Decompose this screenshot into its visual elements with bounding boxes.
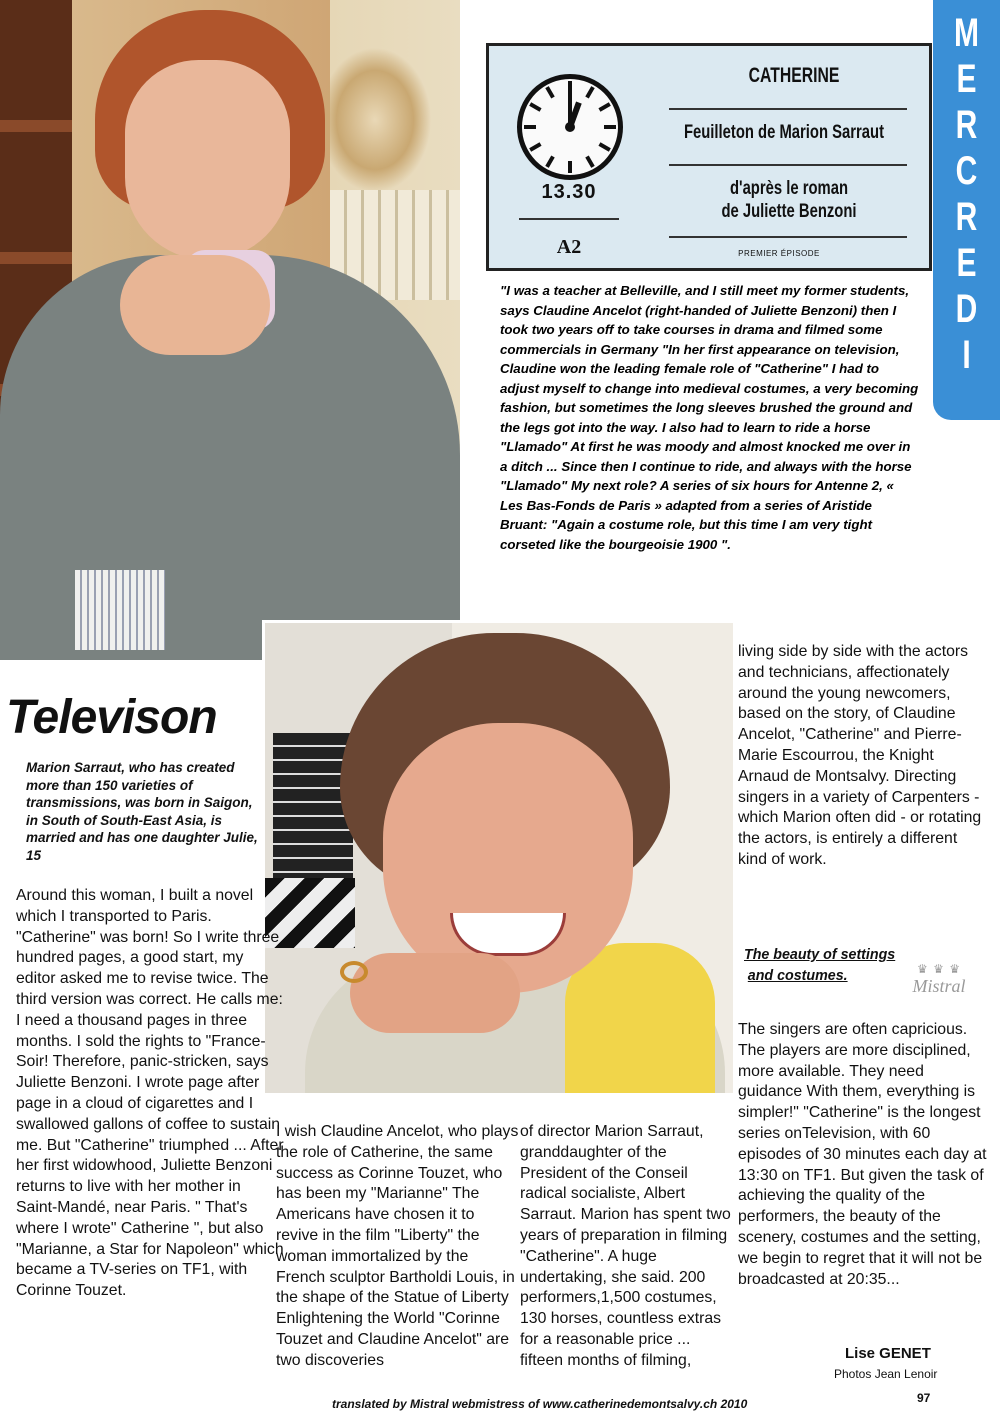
photo-marion-sarraut [262,620,736,1096]
program-title: CATHERINE [748,64,840,87]
tv-listing-box [486,43,932,271]
article-column-1: Around this woman, I built a novel which I transported to Paris. "Catherine" was born! So I write three hundred pages, a good start, my editor asked me to revise twice. The third version was correct. He calls me: I need a thousand pages in three months. I sold the rights to "France-Soir! Therefore, panic-stricken, says Juliette Benzoni. I wrote page after page in a cloud of cigarettes and I swallowed gallons of coffee to sustain me. But "Catherine" triumphed ... After her first widowhood, Juliette Benzoni returns to live with her mother in Saint-Mandé, near Paris. " That's where I wrote" Catherine ", but also "Marianne, a Star for Napoleon" which became a TV-series on TF1, with Corinne Touzet. [16,887,284,1300]
broadcast-channel: A2 [556,236,582,258]
day-tab-label: M E R C R E D I [953,11,979,377]
page-number: 97 [917,1391,931,1405]
article-column-3: of director Marion Sarraut, granddaughter of the President of the Conseil radical socialiste, Albert Sarraut. Marion has spent two years of preparation in filming "Catherine". A huge undertaking, she said. 200 performers,1,500 costumes, 130 horses, countless extras for a reasonable price ... fifteen months of filming, [520,1123,731,1369]
interview-quote: "I was a teacher at Belleville, and I still meet my former students, says Claudine Ancelot (right-handed of Juliette Benzoni) then I took two years off to take courses in drama and filmed some commercials in Germany "In her first appearance on television, Claudine won the leading female role of "Catherine" I had to adjust myself to change into medieval costumes, a very becoming fashion, but sometimes the long sleeves brushed the ground and the legs got into the way. I also had to learn to ride a horse "Llamado" At first he was moody and almost knocked me over in a ditch ... Since then I continue to ride, and always with the horse "Llamado" My next role? A series of six hours for Antenne 2, « Les Bas-Fonds de Paris » adapted from a series of Aristide Bruant: "Again a costume role, but this time I am very tight corseted like the bourgeoisie 1900 ". [500,283,919,552]
episode-label: PREMIER ÉPISODE [738,249,820,258]
intro-paragraph: Marion Sarraut, who has created more than 150 varieties of transmissions, was born in Saigon, in South of South-East Asia, is married and has one daughter Julie, 15 [26,760,258,863]
section-subheading: The beauty of settings and costumes. [744,946,896,984]
article-column-4-top: living side by side with the actors and technicians, affectionately around the young newcomers, based on the story, of Claudine Ancelot, "Catherine" and Pierre-Marie Escourrou, the Knight Arnaud de Montsalvy. Directing singers in a variety of Carpenters - which Marion often did - or rotating the actors, is entirely a different kind of work. [738,643,982,868]
photo-claudine-ancelot [0,0,460,660]
program-novel-line1: d'après le roman [729,178,848,199]
program-novel-line2: de Juliette Benzoni [721,201,857,222]
article-column-4-bottom: The singers are often capricious. The players are more disciplined, more available. They need guidance With them, everything is simpler!" "Catherine" is the longest series onTelevision, with 60 episodes of 30 minutes each day at 13:30 on TF1. But given the task of achieving the quality of the performers, the beauty of the scenery, costumes and the setting, we begin to regret that it will not be broadcasted at 20:35... [738,1021,987,1288]
day-tab [933,0,1000,420]
author-byline: Lise GENET [845,1345,931,1362]
mistral-logo: ♛ ♛ ♛ Mistral [912,962,966,996]
page-title: Televison [6,691,217,744]
program-series-line: Feuilleton de Marion Sarraut [683,122,885,143]
clock-icon [517,74,623,180]
translation-credit: translated by Mistral webmistress of www.catherinedemontsalvy.ch 2010 [332,1397,748,1411]
photo-credit: Photos Jean Lenoir [834,1367,938,1381]
broadcast-time: 13.30 [541,181,597,203]
article-column-2: I wish Claudine Ancelot, who plays the role of Catherine, the same success as Corinne Touzet, who has been my "Marianne" The Americans have chosen it to revive in the film "Liberty" the woman immortalized by the French sculptor Bartholdi Louis, in the shape of the Statue of Liberty Enlightening the World "Corinne Touzet and Claudine Ancelot" are two discoveries [276,1123,519,1369]
